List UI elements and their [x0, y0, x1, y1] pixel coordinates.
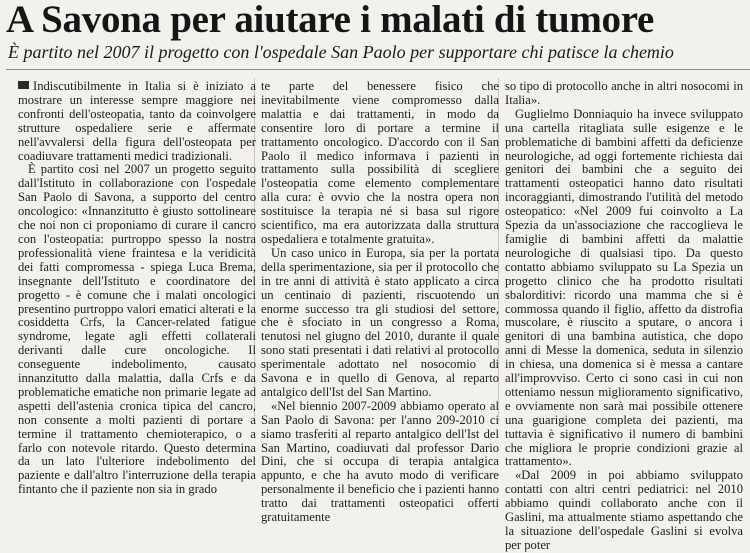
article-headline: A Savona per aiutare i malati di tumore — [6, 0, 655, 41]
paragraph: Guglielmo Donniaquio ha invece sviluppato una cartella ritagliata sulle esigenze e le problematiche di bambini affetti da deficienze neurologiche, ad oggi fortemente richiesta dai genitori dei bambini che a seguito dei trattamenti osteopatici hanno dato risultati incoraggianti, dimostrando l'utilità del metodo osteopatico: «Nel 2009 fui coinvolto a La Spezia da un'associazione che raccoglieva le famiglie di bambini affetti da malattie neurologiche di qualsiasi tipo. Da questo contatto abbiamo sviluppato su La Spezia un progetto clinico che ha prodotto risultati sbalorditivi: ricordo una mamma che si è commossa quando il figlio, affetto da distrofia muscolare, è riuscito a sputare, o ancora i genitori di una bambina autistica, che dopo anni di Messe la domenica, seduta in silenzio in chiesa, una domenica si è messa a cantare all'improvviso. Certo ci sono casi in cui non otteniamo nessun miglioramento significativo, e ovviamente non sarà mai possibile ottenere una guarigione completa dei pazienti, ma tuttavia è significativo il numero di bambini che migliora le proprie condizioni grazie al trattamento». — [505, 106, 743, 469]
paragraph-marker-icon — [18, 81, 29, 89]
article-column-3 — [505, 79, 743, 552]
paragraph: so tipo di protocollo anche in altri nosocomi in Italia». — [505, 79, 743, 107]
article-column-1 — [18, 79, 256, 497]
paragraph: Un caso unico in Europa, sia per la portata della sperimentazione, sia per il protocollo che in tre anni di attività è stato applicato a circa un centinaio di pazienti, riscuotendo un enorme successo tra gli studiosi del settore, che è sfociato in un congresso a Roma, tenutosi nel giugno del 2010, durante il quale sono stati presentati i dati relativi al protocollo sperimentale adottato nel nosocomio di Savona e in quello di Genova, al reparto antalgico dell'Ist del San Martino. — [261, 245, 499, 399]
article-column-2 — [261, 79, 499, 525]
paragraph: «Dal 2009 in poi abbiamo sviluppato contatti con altri centri pediatrici: nel 2010 abbiamo quindi collaborato anche con il Gaslini, ma attualmente stiamo aspettando che la situazione dell'ospedale Gaslini si evolva per poter — [505, 468, 743, 552]
paragraph: Indiscutibilmente in Italia si è iniziato a mostrare un interesse sempre maggiore nei confronti dell'osteopatia, tanto da coinvolgere strutture ospedaliere serie e affermate nell'avvalersi della figura dell'osteopata per coadiuvare trattamenti medici tradizionali. — [18, 79, 256, 163]
paragraph: te parte del benessere fisico che inevitabilmente viene compromesso dalla malattia e dai trattamenti, in modo da consentire loro di portare a termine il trattamento oncologico. D'accordo con il San Paolo il medico informava i pazienti in trattamento sulla possibilità di scegliere l'osteopatia come elemento complementare alla cura: è ovvio che la nostra opera non sostituisce la terapia né si basa sul rigore scientifico, ma era autorizzata dalla struttura ospedaliera e totalmente gratuita». — [261, 79, 499, 246]
header-rule — [6, 69, 750, 70]
paragraph: È partito così nel 2007 un progetto seguito dall'Istituto in collaborazione con l'ospedale San Paolo di Savona, a supporto del centro oncologico: «Innanzitutto è giusto sottolineare che noi non ci proponiamo di curare il cancro con l'osteopatia: purtroppo spesso la nostra professionalità viene fraintesa e la veridicità dei fatti compromessa - spiega Luca Brema, insegnante dell'Istituto e coordinatore del progetto - è comune che i malati oncologici presentino purtroppo valori ematici alterati e la cosiddetta Crfs, la Cancer-related fatigue syndrome, legate agli effetti collaterali derivanti dalle cure oncologiche. Il conseguente indebolimento, causato innanzitutto dalla malattia, dalla Crfs e da problematiche ematiche non primarie legate ad aspetti dell'astenia cronica tipica del cancro, non consente a molti pazienti di portare a termine il trattamento chemioterapico, o a farlo con notevole ritardo. Questo determina da un lato l'ulteriore indebolimento del paziente e dall'altro l'interruzione della terapia fintanto che il paziente non sia in grado — [18, 162, 256, 497]
paragraph: «Nel biennio 2007-2009 abbiamo operato al San Paolo di Savona: per l'anno 209-2010 ci siamo trasferiti al reparto antalgico dell'Ist del San Martino, coadiuvati dal professor Dario Dini, che si occupa di terapia antalgica appunto, e che ha avuto modo di verificare personalmente il beneficio che i pazienti hanno tratto dai trattamenti osteopatici offerti gratuitamente — [261, 398, 499, 525]
article-subheadline: È partito nel 2007 il progetto con l'ospedale San Paolo per supportare chi patisce la chemio — [8, 42, 674, 62]
